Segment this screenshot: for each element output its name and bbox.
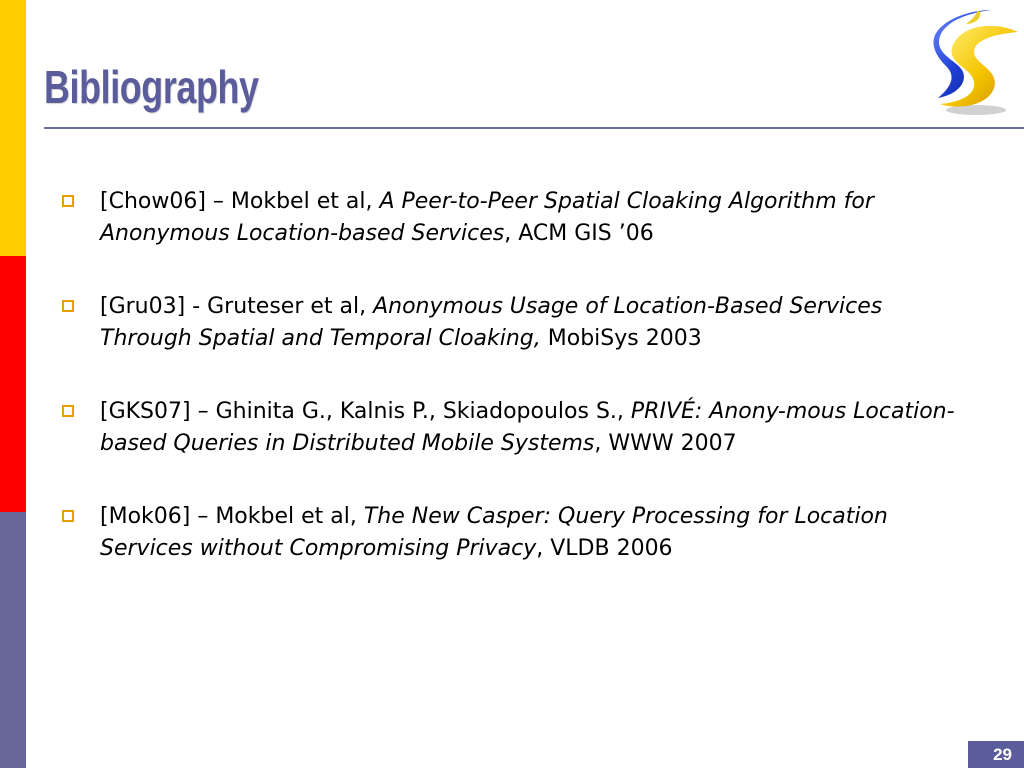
reference-authors: [Chow06] – Mokbel et al,	[100, 189, 380, 214]
square-bullet-icon	[62, 405, 74, 417]
reference-venue: , VLDB 2006	[536, 535, 673, 561]
reference-title: PRIVÉ: Anony-mous Location-based Queries in Distributed Mobile Systems	[100, 399, 955, 456]
left-bar-yellow-segment	[0, 0, 26, 256]
slide-title: Bibliography	[44, 61, 259, 113]
reference-gru03	[60, 291, 960, 354]
reference-authors: [Gru03] - Gruteser et al,	[100, 294, 374, 319]
reference-authors: [Mok06] – Mokbel et al,	[100, 504, 364, 529]
reference-venue: MobiSys 2003	[540, 325, 702, 351]
swirl-s-logo-icon	[922, 6, 1022, 118]
reference-authors: [GKS07] – Ghinita G., Kalnis P., Skiadopoulos S.,	[100, 399, 631, 424]
reference-mok06	[60, 501, 960, 564]
reference-venue: , ACM GIS ’06	[504, 220, 654, 246]
reference-title: Anonymous Usage of Location-Based Services Through Spatial and Temporal Cloaking,	[100, 294, 883, 351]
left-bar-red-segment	[0, 256, 26, 512]
reference-gks07	[60, 396, 960, 459]
square-bullet-icon	[62, 300, 74, 312]
reference-venue: , WWW 2007	[594, 430, 737, 456]
square-bullet-icon	[62, 195, 74, 207]
title-underline	[44, 127, 1024, 129]
reference-chow06	[60, 186, 960, 249]
reference-title: The New Casper: Query Processing for Location Services without Compromising Privacy	[100, 504, 888, 561]
left-bar-blue-segment	[0, 512, 26, 768]
square-bullet-icon	[62, 510, 74, 522]
reference-title: A Peer-to-Peer Spatial Cloaking Algorithm for Anonymous Location-based Services	[100, 189, 874, 246]
bibliography-list	[60, 186, 960, 564]
page-number: 29	[968, 741, 1024, 768]
left-color-bar	[0, 0, 26, 768]
